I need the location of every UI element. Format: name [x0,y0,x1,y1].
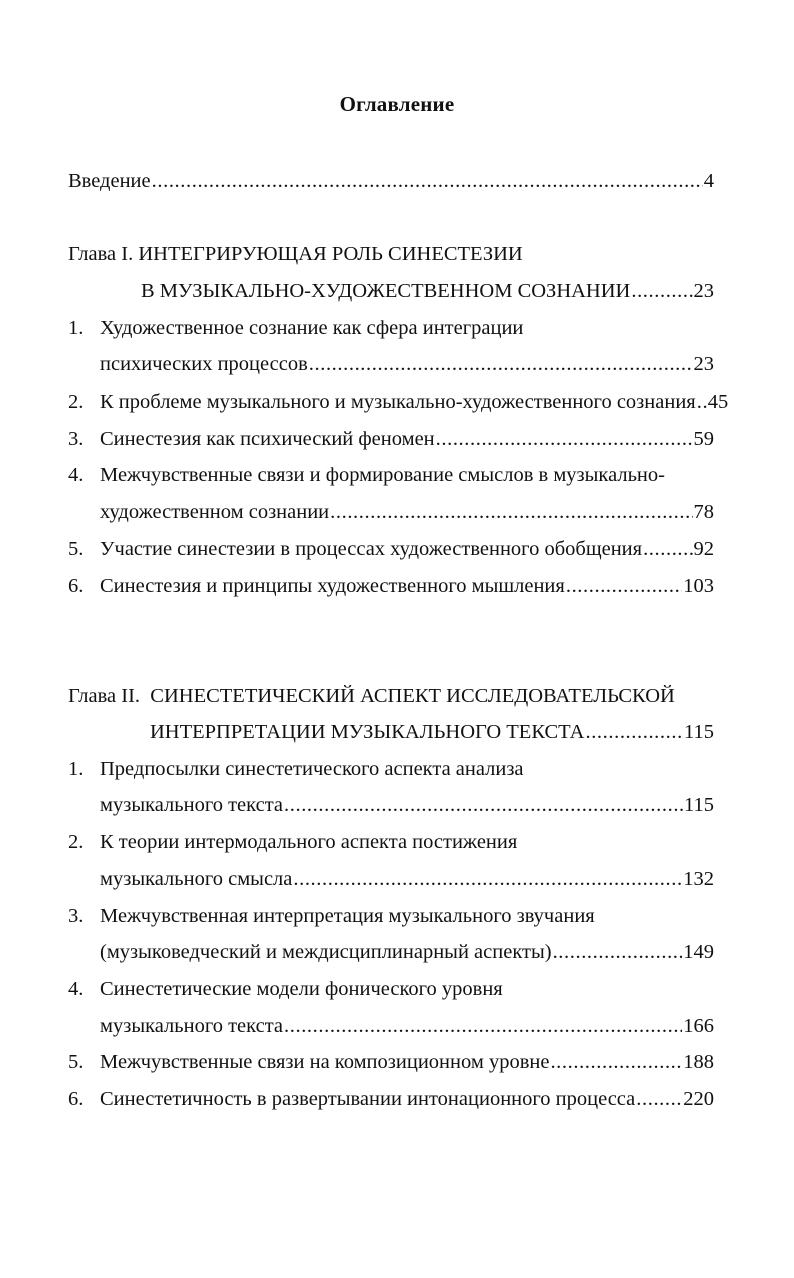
toc-item-line1[interactable]: Межчувственные связи и формирование смыслов в музыкально- [100,464,665,486]
toc-item-number: 2. [68,831,84,853]
toc-item-number: 3. [68,905,84,927]
toc-page-number: 166 [683,1015,714,1037]
chapter-2-heading-line1[interactable]: Глава II. СИНЕСТЕТИЧЕСКИЙ АСПЕКТ ИССЛЕДОВАТЕЛЬСКОЙ [68,685,675,707]
toc-item-line2[interactable]: психических процессов ..... 23 [100,351,714,377]
toc-item-line1[interactable]: Межчувственные связи на композиционном уровне ..... 188 [100,1049,714,1075]
toc-page-number: 149 [683,941,714,963]
toc-item-line2[interactable]: музыкального смысла ..... 132 [100,866,714,892]
toc-item-line1[interactable]: К проблеме музыкального и музыкально-художественного сознания ..... 45 [100,389,714,415]
toc-page-number: 59 [693,428,714,450]
toc-item-number: 1. [68,758,84,780]
toc-item-line2[interactable]: художественном сознании ..... 78 [100,499,714,525]
leader-dots [697,389,707,415]
chapter-2-heading-line2[interactable]: ИНТЕРПРЕТАЦИИ МУЗЫКАЛЬНОГО ТЕКСТА ..... 115 [150,719,714,745]
toc-item-line1[interactable]: Предпосылки синестетического аспекта анализа [100,758,524,780]
leader-dots [636,1086,682,1112]
toc-entry-intro[interactable] [68,168,714,194]
leader-dots [553,939,683,965]
toc-entry-label: Введение [68,170,151,192]
toc-item-line2[interactable]: музыкального текста ..... 115 [100,792,714,818]
toc-item-number: 2. [68,391,84,413]
toc-item-number: 6. [68,575,84,597]
leader-dots [309,351,693,377]
leader-dots [631,278,692,304]
leader-dots [330,499,692,525]
toc-item-number: 6. [68,1088,84,1110]
toc-item-line1[interactable]: Синестетичность в развертывании интонационного процесса ..... 220 [100,1086,714,1112]
toc-item-number: 5. [68,538,84,560]
toc-page-number: 92 [693,538,714,560]
leader-dots [293,866,682,892]
toc-item-line1[interactable]: Участие синестезии в процессах художественного обобщения ..... 92 [100,536,714,562]
toc-title: Оглавление [339,92,455,116]
chapter-1-heading-line1[interactable]: Глава I. ИНТЕГРИРУЮЩАЯ РОЛЬ СИНЕСТЕЗИИ [68,243,523,265]
toc-page-number: 220 [683,1088,714,1110]
toc-page-number: 78 [693,501,714,523]
toc-item-line1[interactable]: К теории интермодального аспекта постижения [100,831,518,853]
toc-page-number: 23 [693,353,714,375]
leader-dots [284,792,683,818]
toc-item-line1[interactable]: Синестезия и принципы художественного мышления ..... 103 [100,573,714,599]
toc-page-number: 115 [684,794,714,816]
toc-item-line1[interactable]: Межчувственная интерпретация музыкального звучания [100,905,595,927]
toc-item-line2[interactable]: музыкального текста ..... 166 [100,1013,714,1039]
toc-page-number: 132 [683,868,714,890]
chapter-1-heading-line2[interactable]: В МУЗЫКАЛЬНО-ХУДОЖЕСТВЕННОМ СОЗНАНИИ ..... 23 [141,278,714,304]
toc-page-number: 188 [683,1051,714,1073]
leader-dots [585,719,683,745]
toc-page-number: 45 [707,391,729,413]
toc-page-number: 103 [683,575,714,597]
toc-page-number: 23 [693,280,714,302]
toc-item-line2[interactable]: (музыковедческий и междисциплинарный аспекты) ..... 149 [100,939,714,965]
toc-item-number: 4. [68,978,84,1000]
leader-dots [436,426,693,452]
toc-page-number: 4 [703,170,714,192]
toc-item-line1[interactable]: Синестетические модели фонического уровня [100,978,503,1000]
toc-item-number: 1. [68,317,84,339]
leader-dots [550,1049,682,1075]
toc-item-line1[interactable]: Синестезия как психический феномен ..... 59 [100,426,714,452]
toc-item-number: 4. [68,464,84,486]
leader-dots [643,536,692,562]
leader-dots [152,168,703,194]
leader-dots [284,1013,682,1039]
toc-page-number: 115 [684,721,714,743]
leader-dots [566,573,682,599]
toc-item-line1[interactable]: Художественное сознание как сфера интеграции [100,317,524,339]
toc-item-number: 5. [68,1051,84,1073]
toc-item-number: 3. [68,428,84,450]
